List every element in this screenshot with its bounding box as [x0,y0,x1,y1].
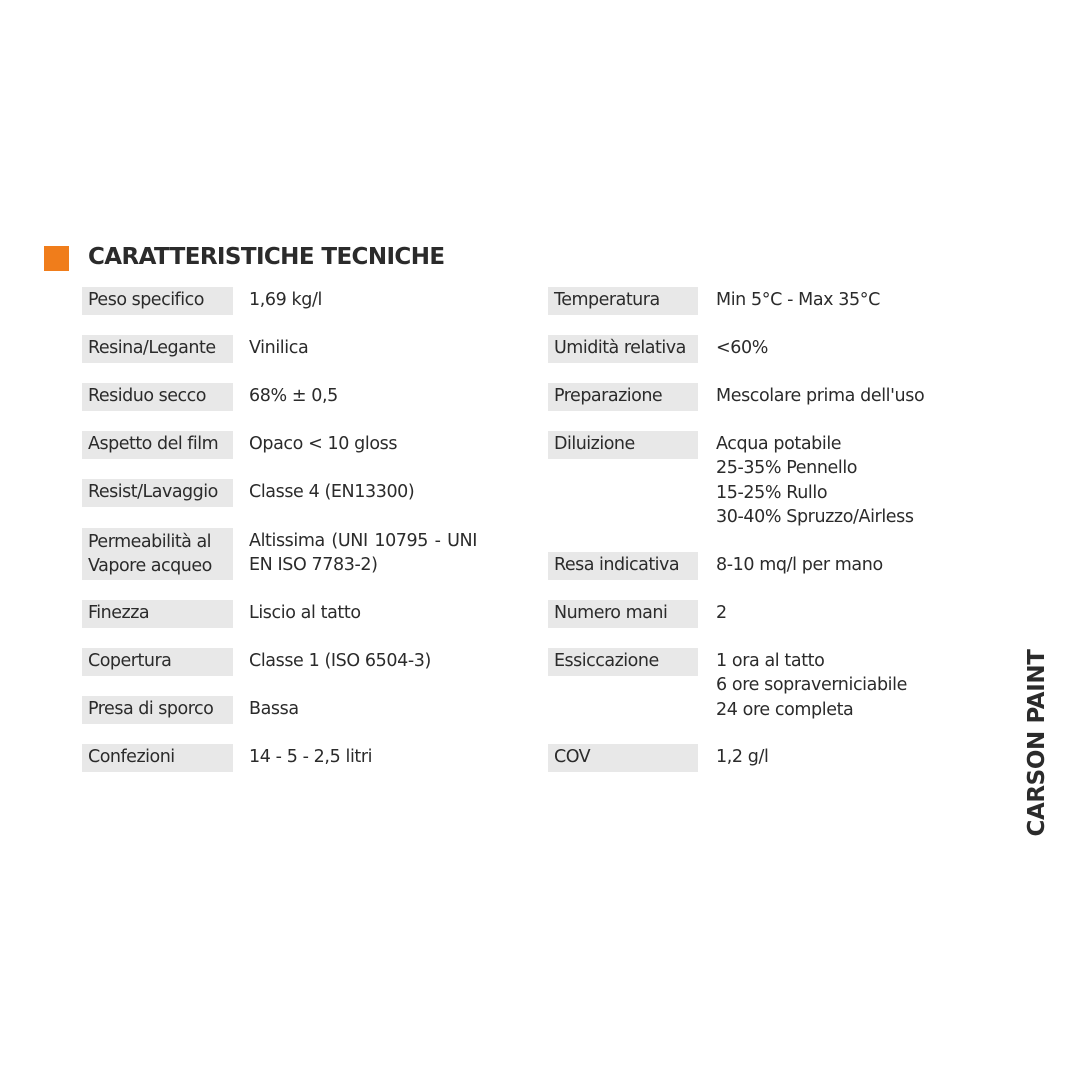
spec-value-diluizione-3: 15-25% Rullo [716,482,828,503]
spec-label-peso-specifico: Peso specifico [82,287,233,315]
spec-value-essiccazione-3: 24 ore completa [716,699,854,720]
spec-value-umidita: <60% [716,338,768,358]
spec-value-essiccazione-2: 6 ore sopraverniciabile [716,675,907,696]
spec-value-resa: 8-10 mq/l per mano [716,555,883,575]
spec-label-essiccazione: Essiccazione [548,648,698,676]
spec-label-preparazione: Preparazione [548,383,698,411]
spec-label-resa: Resa indicativa [548,552,698,580]
spec-label-copertura: Copertura [82,648,233,676]
spec-label-presa-sporco: Presa di sporco [82,696,233,724]
spec-value-finezza: Liscio al tatto [249,603,361,623]
section-marker-square [44,246,69,271]
brand-name-vertical: CARSON PAINT [1024,649,1050,837]
spec-value-peso-specifico: 1,69 kg/l [249,290,322,310]
spec-label-temperatura: Temperatura [548,287,698,315]
spec-label-permeabilita: Permeabilità al Vapore acqueo [82,528,233,580]
spec-value-permeabilita: Altissima (UNI 10795 - UNI EN ISO 7783-2) [249,531,477,576]
spec-value-preparazione: Mescolare prima dell'uso [716,386,925,406]
spec-value-residuo-secco: 68% ± 0,5 [249,386,338,406]
spec-value-copertura: Classe 1 (ISO 6504-3) [249,651,431,671]
spec-value-essiccazione-1: 1 ora al tatto [716,651,825,671]
spec-label-residuo-secco: Residuo secco [82,383,233,411]
spec-value-temperatura: Min 5°C - Max 35°C [716,290,880,310]
spec-label-resist-lavaggio: Resist/Lavaggio [82,479,233,507]
section-title: CARATTERISTICHE TECNICHE [88,244,445,270]
spec-label-umidita: Umidità relativa [548,335,698,363]
spec-value-confezioni: 14 - 5 - 2,5 litri [249,747,373,767]
spec-label-cov: COV [548,744,698,772]
spec-label-numero-mani: Numero mani [548,600,698,628]
spec-value-resist-lavaggio: Classe 4 (EN13300) [249,482,415,502]
spec-value-diluizione-4: 30-40% Spruzzo/Airless [716,506,914,527]
spec-label-resina: Resina/Legante [82,335,233,363]
spec-value-presa-sporco: Bassa [249,699,299,719]
spec-value-cov: 1,2 g/l [716,747,769,767]
spec-value-diluizione-1: Acqua potabile [716,434,842,454]
spec-label-diluizione: Diluizione [548,431,698,459]
spec-value-resina: Vinilica [249,338,309,358]
spec-value-numero-mani: 2 [716,603,727,623]
spec-label-confezioni: Confezioni [82,744,233,772]
spec-value-aspetto-film: Opaco < 10 gloss [249,434,398,454]
spec-label-finezza: Finezza [82,600,233,628]
spec-value-diluizione-2: 25-35% Pennello [716,458,858,479]
spec-label-aspetto-film: Aspetto del film [82,431,233,459]
